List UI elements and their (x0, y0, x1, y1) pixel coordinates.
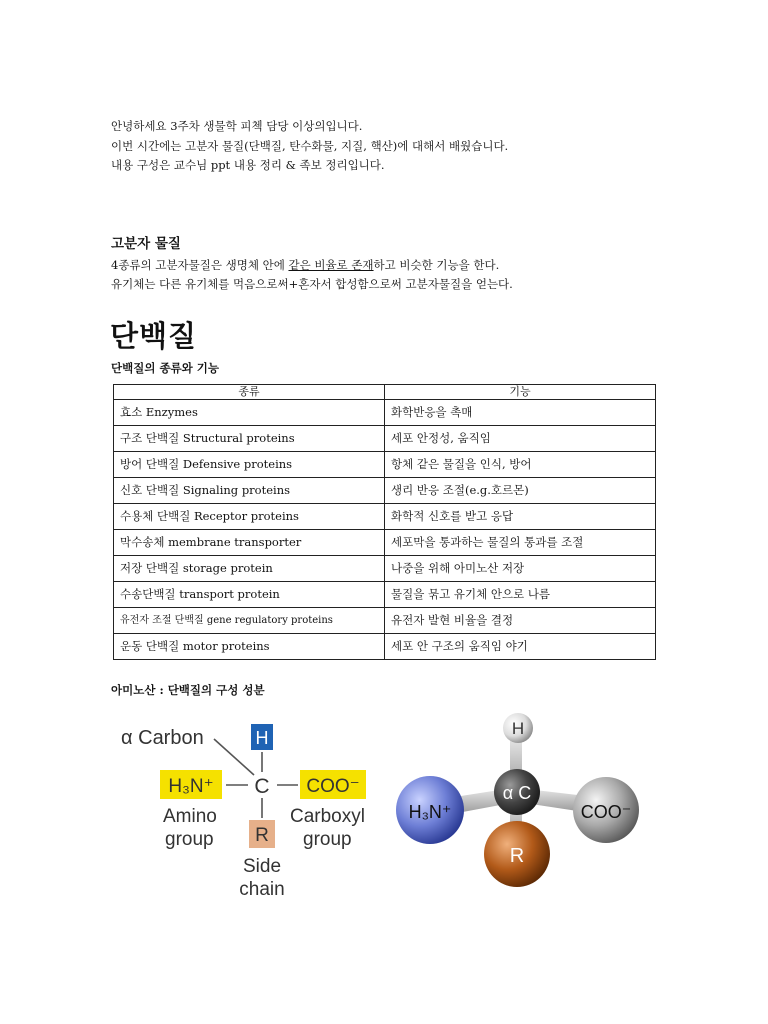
alpha-carbon-sphere-label: α C (502, 783, 532, 803)
table-cell-function: 세포 안 구조의 움직임 야기 (385, 634, 656, 660)
table-cell-function: 화학적 신호를 받고 응답 (385, 504, 656, 530)
protein-subtitle: 단백질의 종류와 기능 (111, 361, 219, 375)
structural-formula (121, 724, 366, 900)
macromolecule-line-1-pre: 4종류의 고분자물질은 생명체 안에 (111, 257, 289, 272)
intro-paragraph (111, 117, 508, 176)
coo-label: COO⁻ (306, 776, 360, 797)
table-row (114, 478, 656, 504)
alpha-carbon-label: α Carbon (121, 727, 204, 749)
table-row (114, 400, 656, 426)
protein-title: 단백질 (110, 319, 198, 353)
table-row (114, 582, 656, 608)
table-row (114, 530, 656, 556)
hydrogen-label: H (255, 728, 269, 748)
h3n-label: H₃N⁺ (168, 776, 214, 797)
hydrogen-sphere-label: H (511, 719, 525, 738)
table-cell-function: 세포 안정성, 움직임 (385, 426, 656, 452)
macromolecule-section (111, 235, 513, 295)
alpha-carbon-pointer (214, 739, 254, 775)
table-row (114, 608, 656, 634)
table-cell-type: 구조 단백질 Structural proteins (114, 426, 385, 452)
table-row (114, 504, 656, 530)
table-header-function: 기능 (385, 385, 656, 400)
table-cell-type: 운동 단백질 motor proteins (114, 634, 385, 660)
table-cell-type: 신호 단백질 Signaling proteins (114, 478, 385, 504)
table-cell-type: 수송단백질 transport protein (114, 582, 385, 608)
table-cell-function: 항체 같은 물질을 인식, 방어 (385, 452, 656, 478)
table-cell-type: 저장 단백질 storage protein (114, 556, 385, 582)
macromolecule-line-1 (111, 256, 513, 276)
side-chain-label-2: chain (239, 879, 285, 900)
table-row (114, 634, 656, 660)
carboxyl-sphere-label: COO⁻ (580, 802, 632, 822)
carboxyl-group-label-1: Carboxyl (290, 806, 365, 827)
macromolecule-line-1-post: 하고 비슷한 기능을 한다. (373, 257, 500, 272)
table-header-type: 종류 (114, 385, 385, 400)
table-cell-type: 막수송체 membrane transporter (114, 530, 385, 556)
macromolecule-heading: 고분자 물질 (111, 236, 181, 252)
amino-acid-figure (118, 712, 648, 902)
intro-line-3: 내용 구성은 교수님 ppt 내용 정리 & 족보 정리입니다. (111, 158, 385, 172)
table-cell-type: 유전자 조절 단백질 gene regulatory proteins (114, 608, 385, 634)
table-row (114, 556, 656, 582)
amino-group-label-1: Amino (163, 806, 217, 827)
table-cell-type: 수용체 단백질 Receptor proteins (114, 504, 385, 530)
table-cell-function: 물질을 묶고 유기체 안으로 나름 (385, 582, 656, 608)
table-cell-function: 생리 반응 조절(e.g.호르몬) (385, 478, 656, 504)
central-carbon-label: C (254, 775, 270, 798)
table-cell-function: 나중을 위해 아미노산 저장 (385, 556, 656, 582)
macromolecule-line-2: 유기체는 다른 유기체를 먹음으로써+혼자서 합성함으로써 고분자물질을 얻는다. (111, 277, 513, 291)
table-cell-type: 효소 Enzymes (114, 400, 385, 426)
intro-line-1: 안녕하세요 3주차 생물학 피첵 담당 이상의입니다. (111, 119, 363, 133)
r-label: R (255, 825, 269, 846)
carboxyl-group-label-2: group (303, 829, 352, 850)
table-header-row (114, 385, 656, 400)
protein-types-table (113, 384, 656, 660)
amino-group-label-2: group (165, 829, 214, 850)
table-cell-function: 유전자 발현 비율을 결정 (385, 608, 656, 634)
table-row (114, 452, 656, 478)
side-chain-sphere-label: R (509, 845, 525, 867)
table-cell-function: 세포막을 통과하는 물질의 통과를 조절 (385, 530, 656, 556)
amino-acid-svg (118, 712, 648, 902)
table-row (114, 426, 656, 452)
table-cell-type: 방어 단백질 Defensive proteins (114, 452, 385, 478)
intro-line-2: 이번 시간에는 고분자 물질(단백질, 탄수화물, 지질, 핵산)에 대해서 배웠습니다. (111, 138, 509, 153)
amino-acid-subtitle: 아미노산 : 단백질의 구성 성분 (111, 683, 265, 697)
amino-sphere-label: H₃N⁺ (408, 802, 452, 822)
macromolecule-underlined-text: 같은 비율로 존재 (288, 257, 374, 272)
ball-and-stick-model (396, 713, 639, 887)
table-cell-function: 화학반응을 촉매 (385, 400, 656, 426)
side-chain-label-1: Side (242, 856, 282, 877)
